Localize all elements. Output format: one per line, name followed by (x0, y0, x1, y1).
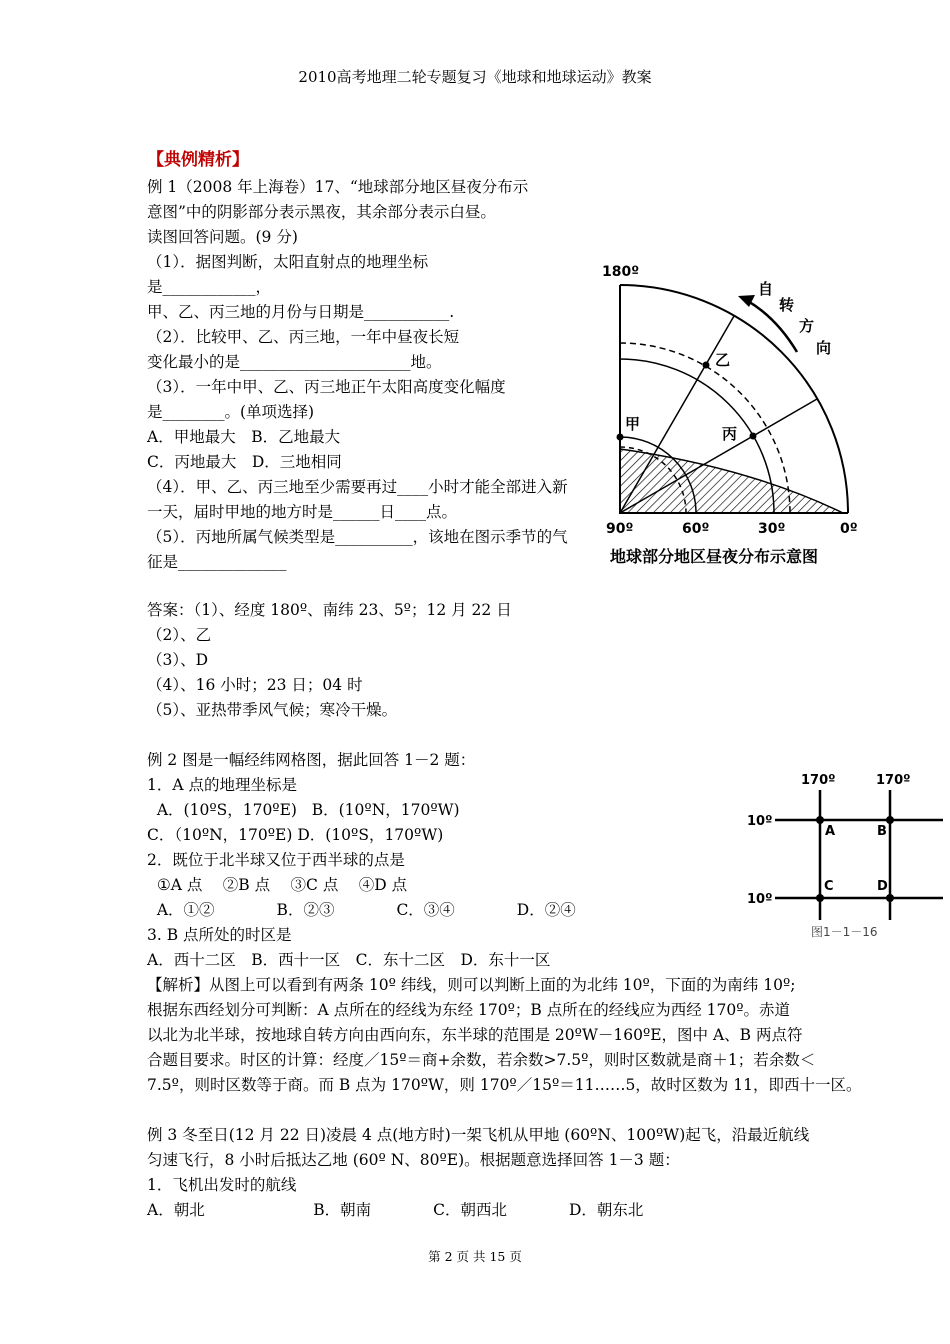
ex2-line: A．①② B．②③ C．③④ D．②④ (147, 901, 576, 919)
ex2-line: ①A 点 ②B 点 ③C 点 ④D 点 (147, 876, 408, 894)
ex1-line: 意图”中的阴影部分表示黑夜，其余部分表示白昼。 (147, 203, 496, 221)
ex2-line: 2．既位于北半球又位于西半球的点是 (147, 851, 405, 869)
section-title: 【典例精析】 (147, 150, 249, 170)
ex1-line: C．丙地最大 D．三地相同 (147, 453, 342, 471)
ex2-line: C．（10ºN，170ºE) D．(10ºS，170ºW) (147, 826, 444, 844)
ex1-line: （4）．甲、乙、丙三地至少需要再过____小时才能全部进入新 (147, 478, 568, 496)
ex1-line: 例 1（2008 年上海卷）17、“地球部分地区昼夜分布示 (147, 178, 529, 196)
lon-label: 60º (682, 521, 710, 537)
point-bing (750, 433, 757, 440)
ex1-line: A．甲地最大 B．乙地最大 (147, 428, 341, 446)
night-region (620, 449, 843, 513)
ex2-line: 3. B 点所处的时区是 (147, 926, 292, 944)
point-c (816, 894, 824, 902)
answer-line: （5）、亚热带季风气候；寒冷干燥。 (147, 701, 398, 719)
ex3-line: A．朝北 B．朝南 C．朝西北 D．朝东北 (147, 1201, 644, 1219)
point-a (816, 816, 824, 824)
ex2-line: A．(10ºS，170ºE) B．(10ºN，170ºW) (147, 801, 460, 819)
ex1-line: 读图回答问题。(9 分) (147, 228, 298, 246)
place-label: 丙 (722, 425, 738, 443)
ex2-line: 以北为北半球，按地球自转方向由西向东，东半球的范围是 20ºW－160ºE，图中 A、B 两点符 (147, 1026, 803, 1044)
place-label: 乙 (715, 351, 731, 369)
ex2-line: 【解析】从图上可以看到有两条 10º 纬线，则可以判断上面的为北纬 10º，下面的为南纬 10º; (147, 976, 796, 994)
point-label: D (877, 879, 888, 894)
ex2-line: 1．A 点的地理坐标是 (147, 776, 297, 794)
lon-label: 30º (758, 521, 786, 537)
point-jia (617, 434, 624, 441)
answer-line: （3）、D (147, 651, 209, 669)
lon-label: 170º (801, 773, 836, 788)
answer-line: （2）、乙 (147, 626, 212, 644)
figure-caption: 地球部分地区昼夜分布示意图 (610, 547, 819, 566)
rotation-text: 自 (758, 280, 774, 298)
lat-label: 10º (747, 814, 773, 829)
ex1-line: （3）．一年中甲、乙、丙三地正午太阳高度变化幅度 (147, 378, 506, 396)
graticule-diagram (745, 765, 945, 945)
ex2-line: 例 2 图是一幅经纬网格图，据此回答 1－2 题： (147, 751, 476, 769)
lon-label: 180º (602, 264, 640, 280)
answer-line: （4）、16 小时；23 日；04 时 (147, 676, 363, 694)
rotation-text: 方 (799, 317, 815, 335)
ex1-line: （5）．丙地所属气候类型是__________，该地在图示季节的气 (147, 528, 568, 546)
point-label: C (824, 879, 834, 894)
point-label: A (825, 824, 836, 839)
lon-label: 0º (840, 521, 858, 537)
ex3-line: 例 3 冬至日(12 月 22 日)凌晨 4 点(地方时)一架飞机从甲地 (60ºN、100ºW)起飞，沿最近航线 (147, 1126, 810, 1144)
point-d (886, 894, 894, 902)
ex1-line: 是____________， (147, 278, 272, 296)
ex2-line: 根据东西经划分可判断：A 点所在的经线为东经 170º；B 点所在的经线应为西经 170º。赤道 (147, 1001, 791, 1019)
ex3-line: 1．飞机出发时的航线 (147, 1176, 297, 1194)
point-yi (703, 362, 710, 369)
ex1-line: 一天，届时甲地的地方时是______日____点。 (147, 503, 458, 521)
page-header: 2010高考地理二轮专题复习《地球和地球运动》教案 (298, 68, 652, 86)
lon-label: 90º (606, 521, 634, 537)
day-night-diagram (598, 262, 873, 572)
point-b (886, 816, 894, 824)
ex1-line: 是________。(单项选择) (147, 403, 315, 421)
figure-caption: 图1－1－16 (811, 925, 878, 939)
rotation-text: 向 (816, 339, 832, 357)
answer-line: 答案：（1）、经度 180º、南纬 23、5º；12 月 22 日 (147, 601, 512, 619)
ex1-line: 甲、乙、丙三地的月份与日期是___________. (147, 303, 455, 321)
rotation-text: 转 (779, 296, 795, 314)
ex1-line: （2）．比较甲、乙、丙三地，一年中昼夜长短 (147, 328, 460, 346)
ex2-line: 7.5º，则时区数等于商。而 B 点为 170ºW，则 170º／15º＝11……5，故时区数为 11，即西十一区。 (147, 1076, 862, 1094)
lon-label: 170º (876, 773, 911, 788)
point-label: B (877, 824, 887, 839)
ex2-line: A．西十二区 B．西十一区 C．东十二区 D．东十一区 (147, 951, 551, 969)
ex1-line: 征是______________ (147, 553, 287, 571)
ex2-line: 合题目要求。时区的计算：经度／15º＝商+余数，若余数>7.5º，则时区数就是商＋1；若余数＜ (147, 1051, 816, 1069)
place-label: 甲 (625, 415, 641, 433)
page-footer: 第 2 页 共 15 页 (428, 1249, 522, 1264)
lat-label: 10º (747, 892, 773, 907)
ex3-line: 匀速飞行，8 小时后抵达乙地 (60º N、80ºE)。根据题意选择回答 1－3 题： (147, 1151, 680, 1169)
ex1-line: 变化最小的是______________________地。 (147, 353, 442, 371)
ex1-line: （1）．据图判断，太阳直射点的地理坐标 (147, 253, 429, 271)
